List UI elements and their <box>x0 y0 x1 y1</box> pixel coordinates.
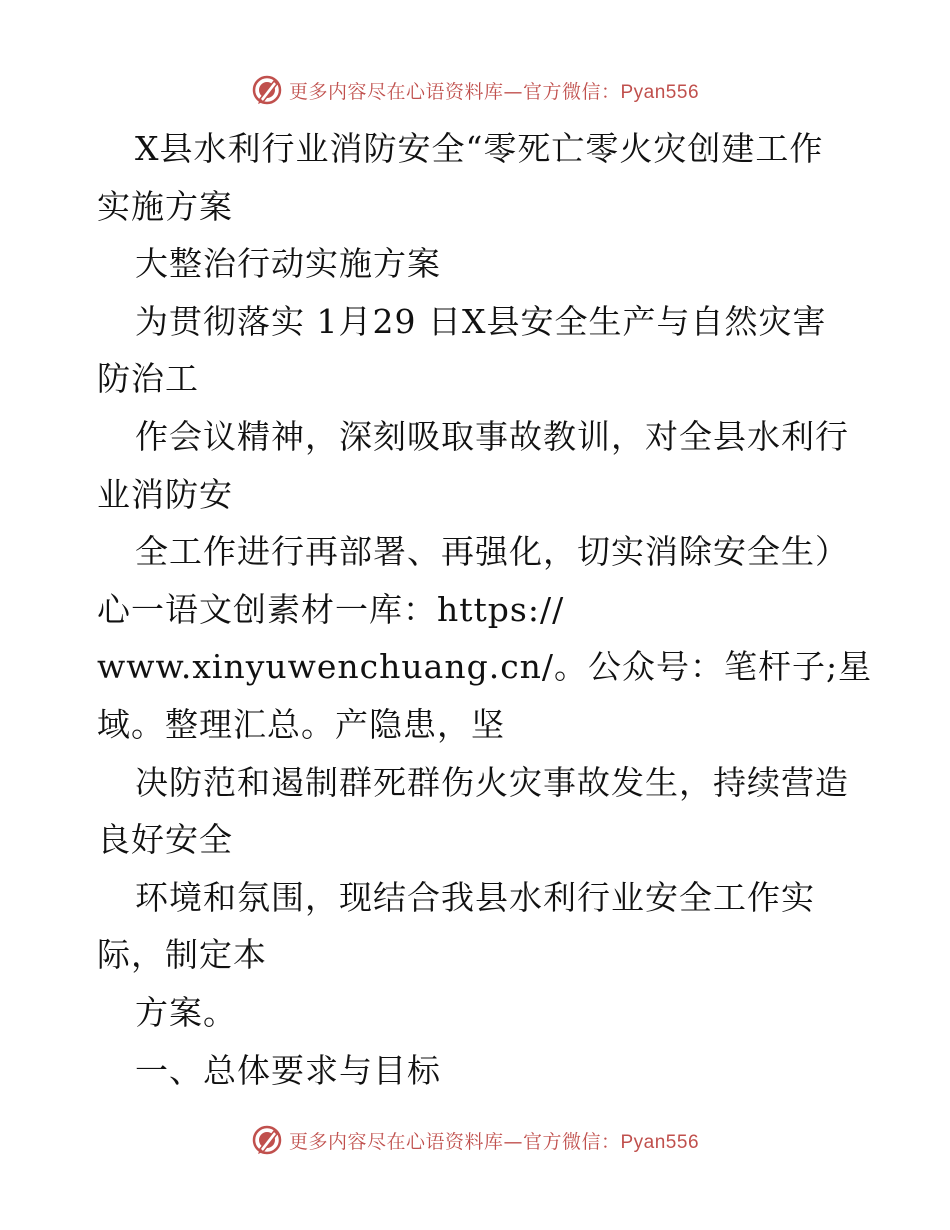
section-heading: 一、总体要求与目标 <box>135 1050 441 1090</box>
paragraph-line: 为贯彻落实 1月29 日X县安全生产与自然灾害 <box>135 301 827 341</box>
footer-watermark <box>0 1120 950 1160</box>
title-line-1: X县水利行业消防安全“零死亡零火灾创建工作 <box>135 129 824 168</box>
document-body <box>97 120 873 1099</box>
paragraph-line: 业消防安 <box>97 474 233 514</box>
watermark-text: 更多内容尽在心语资料库—官方微信：Pyan556 <box>288 1130 700 1153</box>
subtitle-line: 大整治行动实施方案 <box>135 244 441 284</box>
paragraph-line: 作会议精神，深刻吸取事故教训，对全县水利行 <box>135 416 849 456</box>
paragraph-line: 良好安全 <box>97 820 233 860</box>
paragraph-line: 环境和氛围，现结合我县水利行业安全工作实 <box>135 877 815 917</box>
watermark-text: 更多内容尽在心语资料库—官方微信：Pyan556 <box>288 80 700 103</box>
pen-logo-icon <box>251 74 283 106</box>
paragraph-line: www.xinyuwenchuang.cn/。公众号：笔杆子;星 <box>97 647 873 687</box>
paragraph-line: 域。整理汇总。产隐患，坚 <box>97 704 505 744</box>
paragraph-line: 方案。 <box>135 992 237 1032</box>
pen-logo-icon <box>251 1124 283 1156</box>
header-watermark <box>0 70 950 110</box>
paragraph-line: 心一语文创素材一库：https:// <box>97 589 565 629</box>
paragraph-line: 际，制定本 <box>97 935 267 975</box>
title-line-2: 实施方案 <box>97 186 233 226</box>
paragraph-line: 全工作进行再部署、再强化，切实消除安全生） <box>135 532 849 572</box>
paragraph-line: 防治工 <box>97 359 199 399</box>
paragraph-line: 决防范和遏制群死群伤火灾事故发生，持续营造 <box>135 762 849 802</box>
